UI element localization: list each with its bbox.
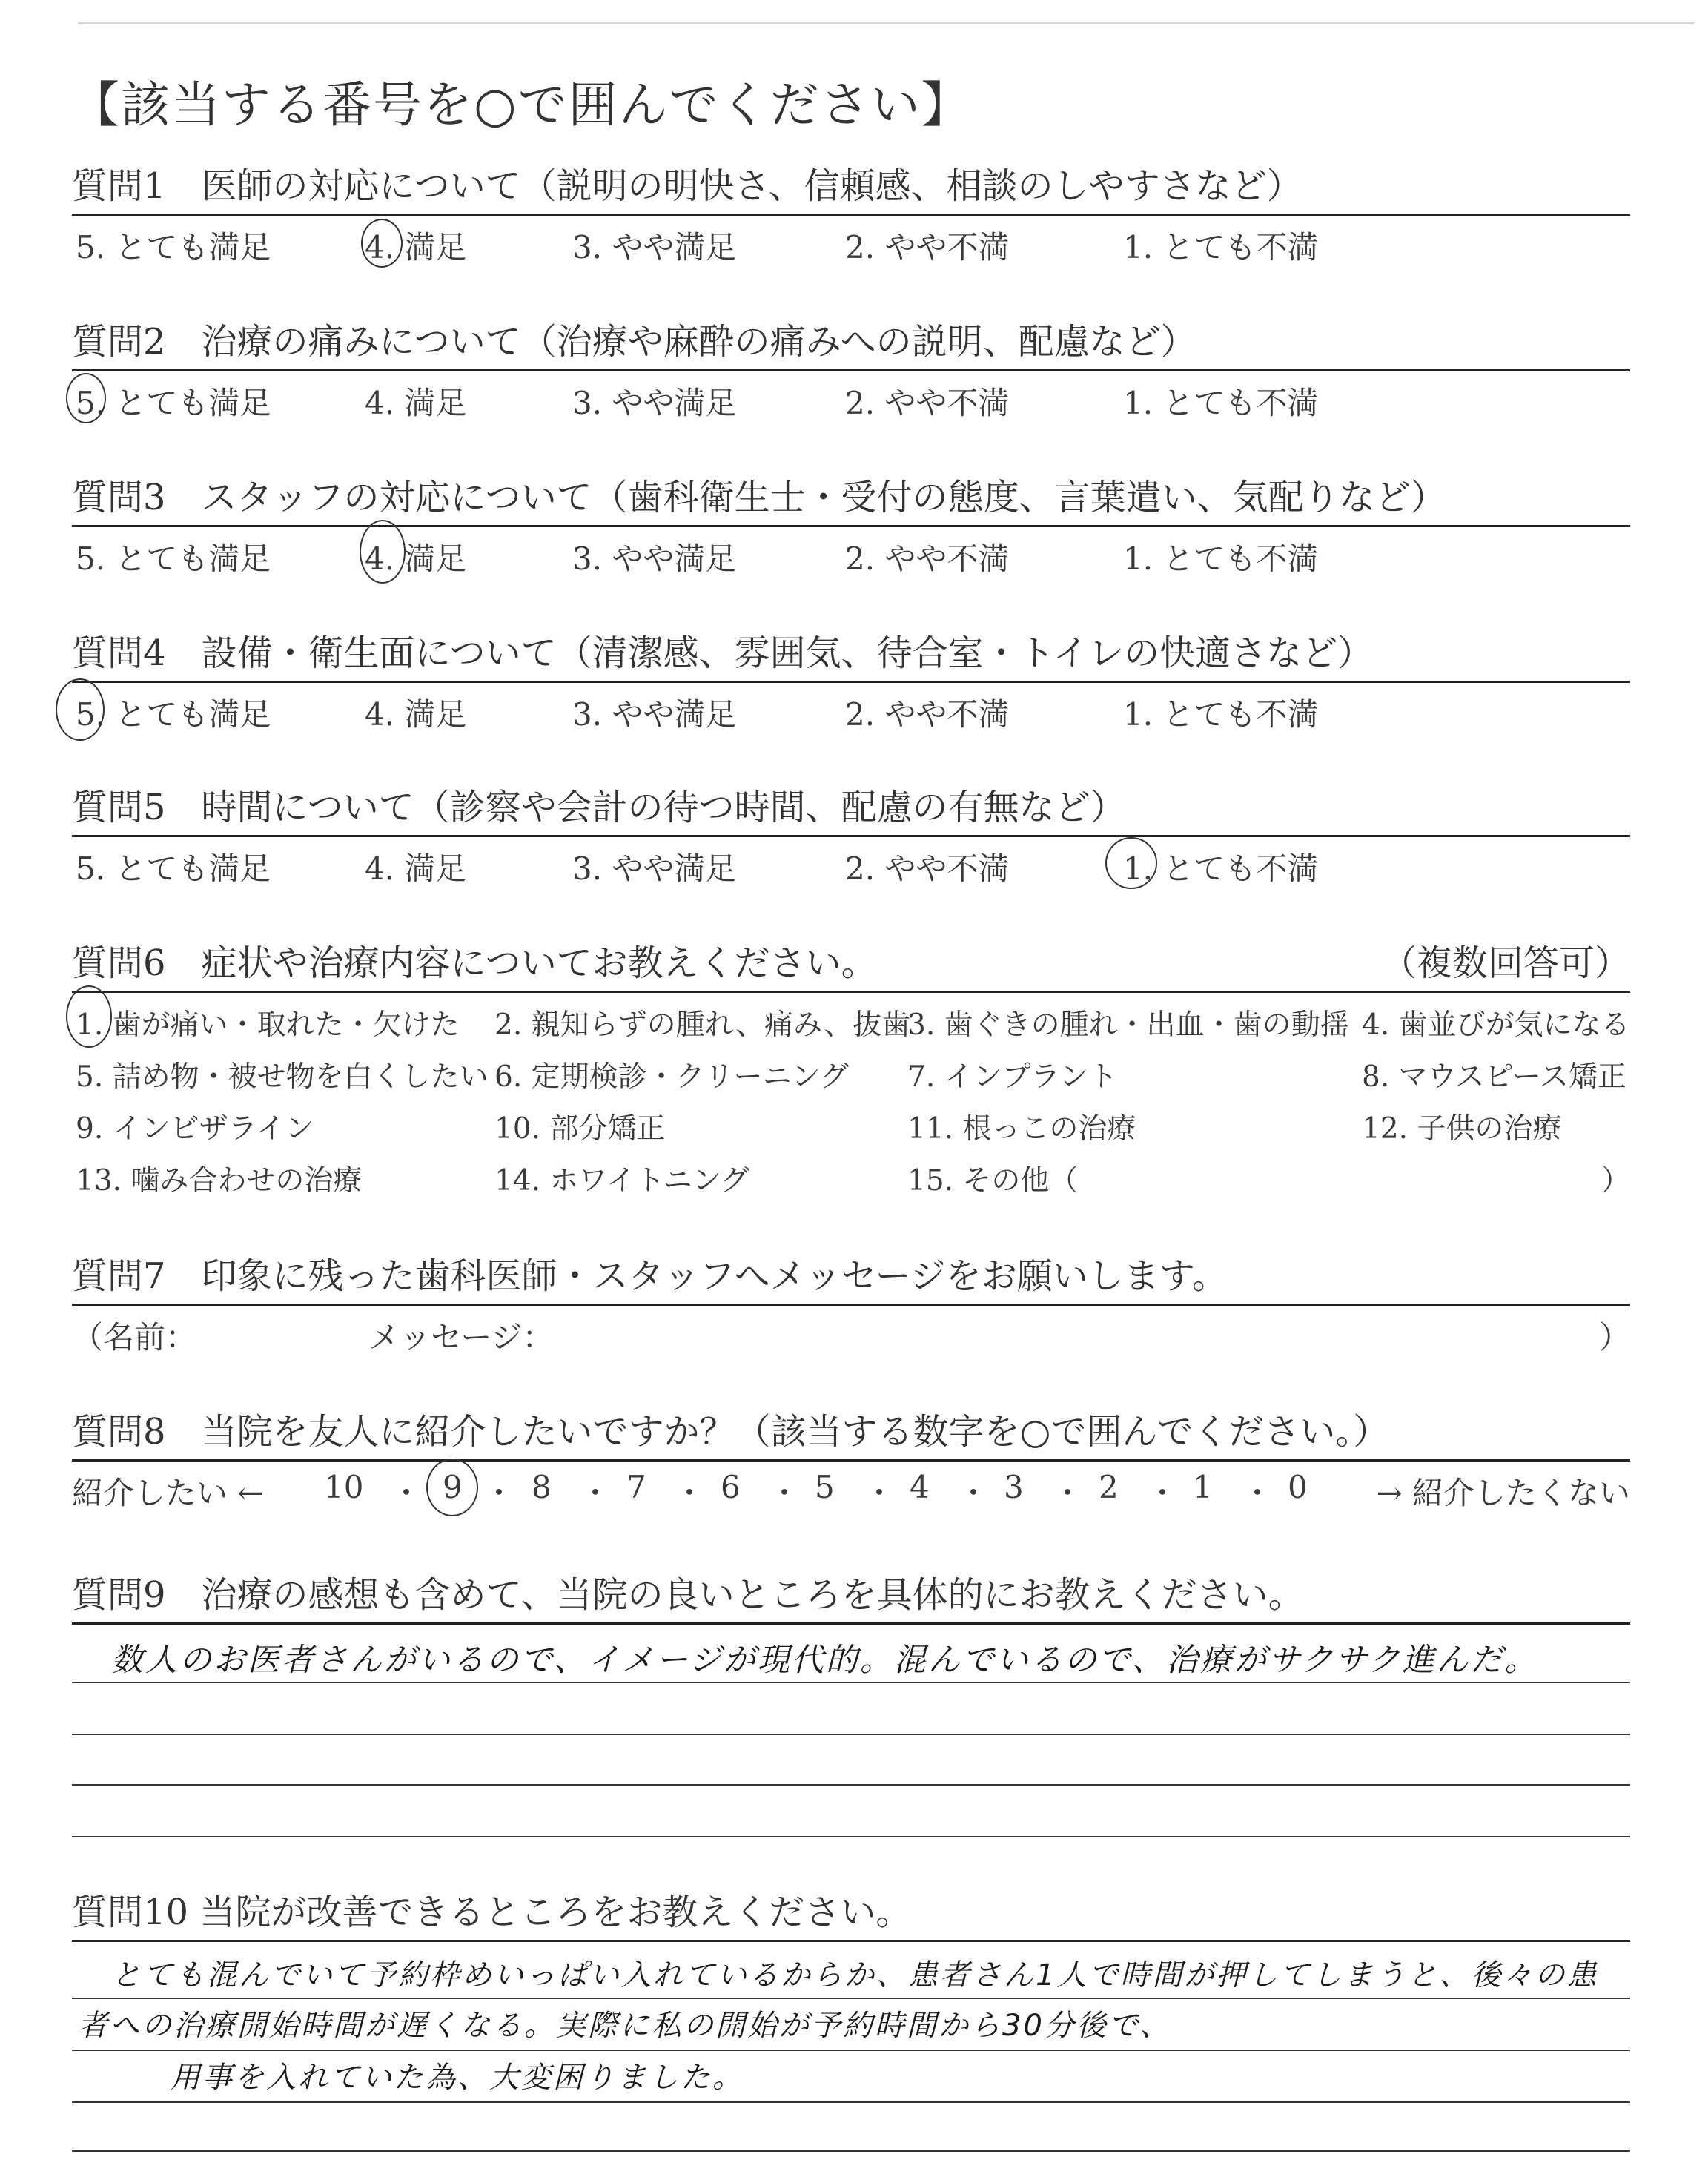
question-title: 質問1 医師の対応について（説明の明快さ、信頼感、相談のしやすさなど） bbox=[72, 165, 1302, 207]
option-2[interactable]: 2. やや不満 bbox=[845, 696, 1010, 733]
option-2[interactable]: 2. やや不満 bbox=[845, 229, 1010, 265]
option-2[interactable]: 2. やや不満 bbox=[845, 541, 1010, 577]
option-5[interactable]: 5. とても満足 bbox=[76, 851, 271, 887]
option-3[interactable]: 3. やや満足 bbox=[572, 541, 737, 577]
question-10 bbox=[72, 1889, 1630, 1942]
scale-9[interactable]: 9 bbox=[443, 1469, 463, 1505]
question-2 bbox=[72, 319, 1630, 423]
scale-4[interactable]: 4 bbox=[910, 1469, 930, 1505]
selected-circle-mark bbox=[66, 373, 106, 423]
recommend-right-label: → 紹介したくない bbox=[1376, 1475, 1630, 1511]
question-8 bbox=[72, 1409, 1630, 1513]
symptom-option-3[interactable]: 3. 歯ぐきの腫れ・出血・歯の動揺 bbox=[907, 1008, 1349, 1042]
name-label: （名前： bbox=[72, 1319, 197, 1355]
symptom-option-9[interactable]: 9. インビザライン bbox=[76, 1112, 314, 1146]
form-heading: 【該当する番号を○で囲んでください】 bbox=[70, 76, 972, 133]
writing-line bbox=[72, 1784, 1630, 1786]
handwritten-answer-q9: 数人のお医者さんがいるので、イメージが現代的。混んでいるので、治療がサクサク進んだ。 bbox=[111, 1642, 1539, 1679]
selected-circle-mark bbox=[361, 219, 403, 268]
question-7 bbox=[72, 1253, 1630, 1358]
scale-2[interactable]: 2 bbox=[1099, 1469, 1119, 1505]
symptom-option-7[interactable]: 7. インプラント bbox=[907, 1060, 1118, 1094]
symptom-option-11[interactable]: 11. 根っこの治療 bbox=[907, 1112, 1136, 1146]
scale-dot: ・ bbox=[864, 1475, 896, 1511]
other-close-paren: ） bbox=[1601, 1164, 1630, 1198]
scale-dot: ・ bbox=[391, 1475, 423, 1511]
multiple-answers-note: （複数回答可） bbox=[1380, 942, 1630, 984]
scale-dot: ・ bbox=[580, 1475, 612, 1511]
message-label: メッセージ： bbox=[368, 1319, 554, 1355]
top-border bbox=[78, 22, 1694, 24]
rule bbox=[72, 1459, 1630, 1462]
symptom-option-15[interactable]: 15. その他（ bbox=[907, 1164, 1079, 1198]
handwritten-answer-q10-line-1: とても混んでいて予約枠めいっぱい入れているからか、患者さん1人で時間が押してしまうと、後々の患 bbox=[111, 1958, 1599, 1992]
scale-dot: ・ bbox=[769, 1475, 801, 1511]
option-3[interactable]: 3. やや満足 bbox=[572, 696, 737, 733]
writing-line bbox=[72, 1998, 1630, 1999]
writing-line bbox=[72, 1682, 1630, 1683]
scale-5[interactable]: 5 bbox=[815, 1469, 835, 1505]
scale-0[interactable]: 0 bbox=[1288, 1469, 1308, 1505]
selected-circle-mark bbox=[66, 985, 112, 1048]
question-1 bbox=[72, 163, 1630, 268]
rule bbox=[72, 1622, 1630, 1625]
question-title: 質問5 時間について（診察や会計の待つ時間、配慮の有無など） bbox=[72, 787, 1126, 828]
symptom-option-2[interactable]: 2. 親知らずの腫れ、痛み、抜歯 bbox=[494, 1008, 911, 1042]
scale-1[interactable]: 1 bbox=[1193, 1469, 1213, 1505]
scale-dot: ・ bbox=[1052, 1475, 1084, 1511]
option-1[interactable]: 1. とても不満 bbox=[1123, 229, 1319, 265]
option-2[interactable]: 2. やや不満 bbox=[845, 851, 1010, 887]
rule bbox=[72, 1940, 1630, 1942]
option-4[interactable]: 4. 満足 bbox=[365, 229, 467, 265]
handwritten-answer-q10-line-2: 者への治療開始時間が遅くなる。実際に私の開始が予約時間から30分後で、 bbox=[78, 2009, 1172, 2043]
symptom-option-14[interactable]: 14. ホワイトニング bbox=[494, 1164, 749, 1198]
rule bbox=[72, 1304, 1630, 1306]
question-title: 質問3 スタッフの対応について（歯科衛生士・受付の態度、言葉遣い、気配りなど） bbox=[72, 477, 1446, 518]
question-title bbox=[72, 940, 1630, 986]
symptom-option-12[interactable]: 12. 子供の治療 bbox=[1362, 1112, 1562, 1146]
option-4[interactable]: 4. 満足 bbox=[365, 696, 467, 733]
scale-dot: ・ bbox=[483, 1475, 515, 1511]
option-1[interactable]: 1. とても不満 bbox=[1123, 385, 1319, 421]
writing-line bbox=[72, 2150, 1630, 2152]
scale-3[interactable]: 3 bbox=[1004, 1469, 1024, 1505]
question-title: 質問4 設備・衛生面について（清潔感、雰囲気、待合室・トイレの快適さなど） bbox=[72, 633, 1374, 674]
question-4 bbox=[72, 630, 1630, 735]
scale-7[interactable]: 7 bbox=[626, 1469, 646, 1505]
recommend-left-label: 紹介したい ← bbox=[72, 1475, 264, 1511]
scale-dot: ・ bbox=[958, 1475, 990, 1511]
option-5[interactable]: 5. とても満足 bbox=[76, 229, 271, 265]
message-close-paren: ） bbox=[1598, 1319, 1630, 1355]
option-4[interactable]: 4. 満足 bbox=[365, 851, 467, 887]
question-title: 質問7 印象に残った歯科医師・スタッフへメッセージをお願いします。 bbox=[72, 1255, 1228, 1297]
option-5[interactable]: 5. とても満足 bbox=[76, 385, 271, 421]
selected-circle-mark bbox=[56, 678, 105, 741]
scale-dot: ・ bbox=[674, 1475, 706, 1511]
symptom-option-5[interactable]: 5. 詰め物・被せ物を白くしたい bbox=[76, 1060, 489, 1094]
rule bbox=[72, 681, 1630, 683]
symptom-option-6[interactable]: 6. 定期検診・クリーニング bbox=[494, 1060, 849, 1094]
symptom-option-8[interactable]: 8. マウスピース矯正 bbox=[1362, 1060, 1626, 1094]
question-title: 質問8 当院を友人に紹介したいですか？（該当する数字を○で囲んでください。） bbox=[72, 1411, 1389, 1453]
selected-circle-mark bbox=[360, 520, 406, 584]
option-5[interactable]: 5. とても満足 bbox=[76, 696, 271, 733]
rule bbox=[72, 214, 1630, 216]
option-3[interactable]: 3. やや満足 bbox=[572, 851, 737, 887]
question-3 bbox=[72, 475, 1630, 579]
writing-line bbox=[72, 2101, 1630, 2103]
handwritten-answer-q10-line-3: 用事を入れていた為、大変困りました。 bbox=[171, 2061, 744, 2095]
question-title-text: 質問6 症状や治療内容についてお教えください。 bbox=[72, 942, 877, 984]
question-title: 質問2 治療の痛みについて（治療や麻酔の痛みへの説明、配慮など） bbox=[72, 321, 1196, 363]
scale-dot: ・ bbox=[1147, 1475, 1179, 1511]
rule bbox=[72, 525, 1630, 527]
writing-line bbox=[72, 2050, 1630, 2051]
option-2[interactable]: 2. やや不満 bbox=[845, 385, 1010, 421]
question-title: 質問10 当院が改善できるところをお教えください。 bbox=[72, 1892, 912, 1933]
symptom-option-4[interactable]: 4. 歯並びが気になる bbox=[1362, 1008, 1630, 1042]
option-3[interactable]: 3. やや満足 bbox=[572, 229, 737, 265]
selected-circle-mark bbox=[426, 1459, 478, 1516]
symptom-option-1[interactable]: 1. 歯が痛い・取れた・欠けた bbox=[76, 1008, 460, 1042]
selected-circle-mark bbox=[1105, 837, 1157, 889]
option-1[interactable]: 1. とても不満 bbox=[1123, 541, 1319, 577]
option-4[interactable]: 4. 満足 bbox=[365, 385, 467, 421]
rule bbox=[72, 369, 1630, 371]
scale-10[interactable]: 10 bbox=[324, 1469, 364, 1505]
rule bbox=[72, 835, 1630, 837]
scale-8[interactable]: 8 bbox=[532, 1469, 552, 1505]
writing-line bbox=[72, 1836, 1630, 1837]
scale-dot: ・ bbox=[1242, 1475, 1274, 1511]
option-3[interactable]: 3. やや満足 bbox=[572, 385, 737, 421]
option-1[interactable]: 1. とても不満 bbox=[1123, 851, 1319, 887]
question-6 bbox=[72, 940, 1630, 1224]
question-title: 質問9 治療の感想も含めて、当院の良いところを具体的にお教えください。 bbox=[72, 1574, 1304, 1616]
rule bbox=[72, 991, 1630, 993]
option-1[interactable]: 1. とても不満 bbox=[1123, 696, 1319, 733]
writing-line bbox=[72, 1734, 1630, 1735]
question-9 bbox=[72, 1572, 1630, 1625]
symptom-option-13[interactable]: 13. 噛み合わせの治療 bbox=[76, 1164, 363, 1198]
option-4[interactable]: 4. 満足 bbox=[365, 541, 467, 577]
scale-6[interactable]: 6 bbox=[721, 1469, 741, 1505]
question-5 bbox=[72, 785, 1630, 889]
symptom-option-10[interactable]: 10. 部分矯正 bbox=[494, 1112, 666, 1146]
option-5[interactable]: 5. とても満足 bbox=[76, 541, 271, 577]
